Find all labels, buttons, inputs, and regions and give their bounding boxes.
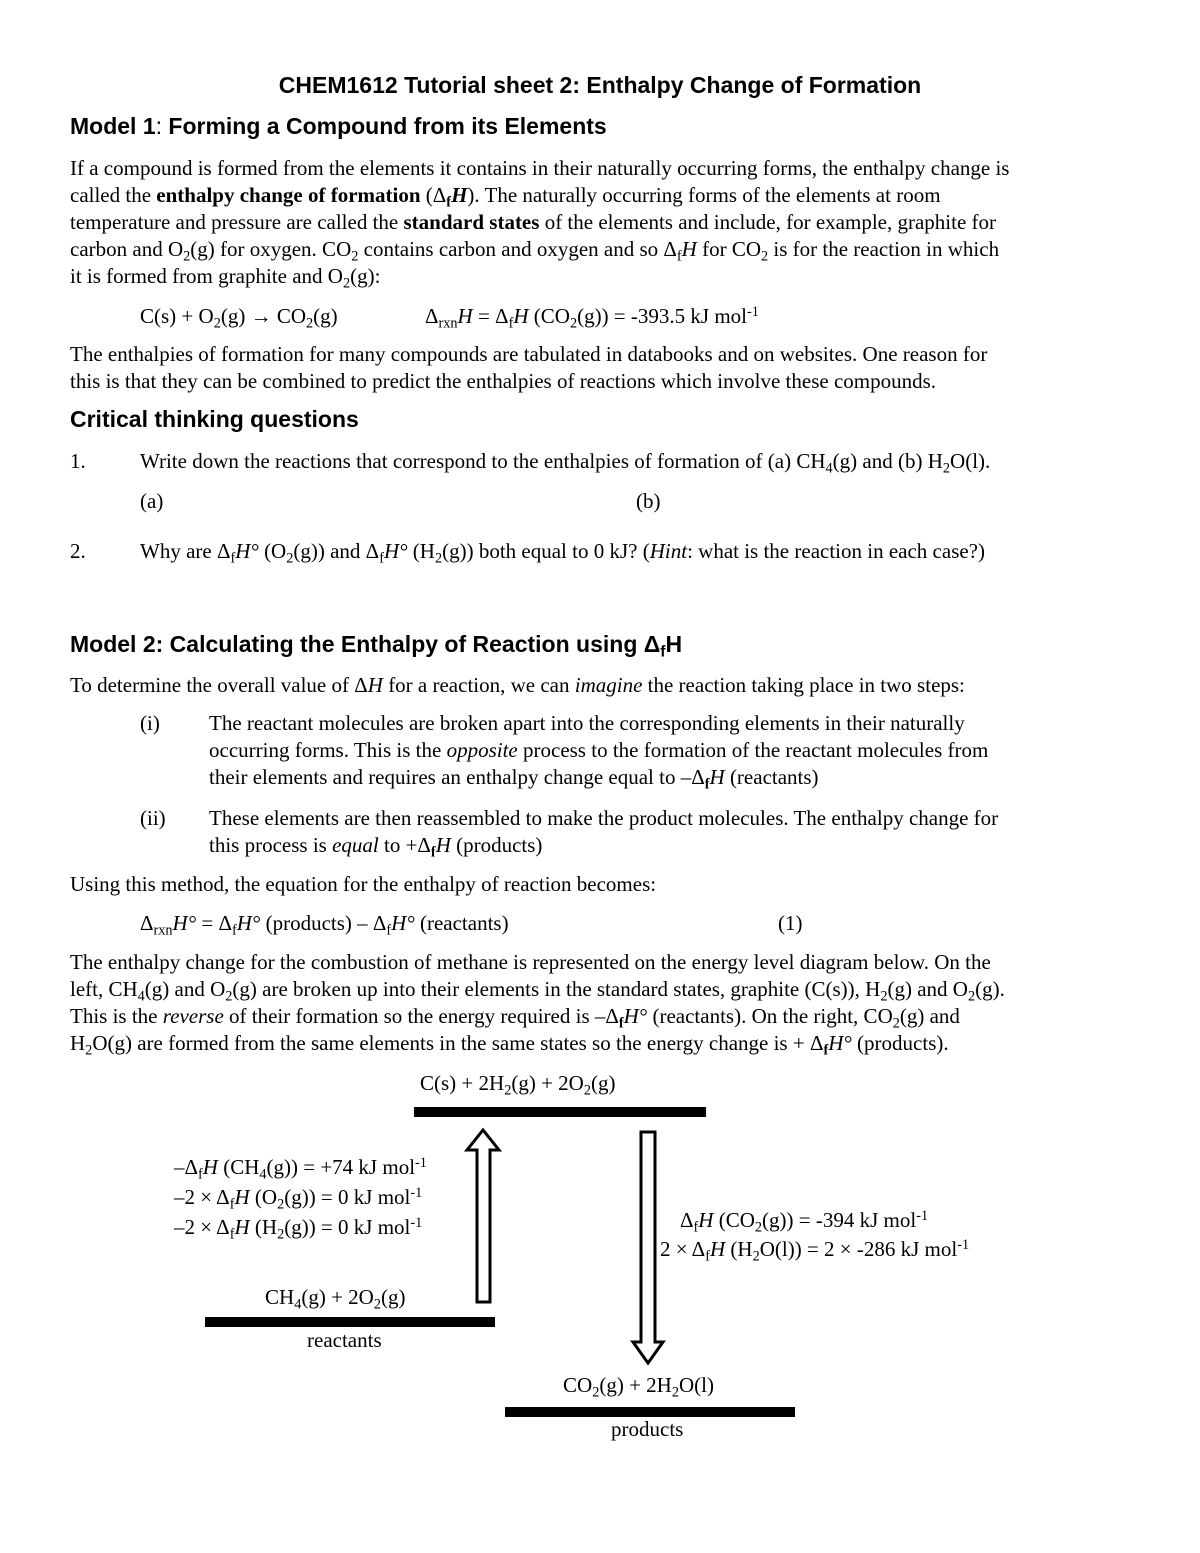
reactants-species: $CH_4(g) + 2O_2(g)$: [265, 1285, 406, 1313]
left-enthalpy-ch4: $-\Delta_fH$ $(CH_4(g)) = +74$ kJ mol$^{-1}$: [174, 1154, 427, 1183]
reactants-label: reactants: [307, 1328, 382, 1352]
elements-level-label: $C(s) + 2H_2(g) + 2O_2(g)$: [420, 1071, 616, 1099]
step-ii-number: (ii): [140, 806, 166, 830]
using-text: Using this method, the equation for the enthalpy of reaction becomes:: [70, 872, 657, 896]
page-title: CHEM1612 Tutorial sheet 2: Enthalpy Change of Formation: [278, 72, 922, 98]
model2-heading: Model 2: Calculating the Enthalpy of Reaction using $\Delta_fH$: [70, 631, 683, 661]
left-enthalpy-o2: $-2 \times \Delta_fH$ $(O_2(g)) = 0$ kJ mol$^{-1}$: [174, 1184, 423, 1213]
q2-text: Why are $\Delta_fH^\circ$ $(O_2(g))$ and $\Delta_fH^\circ$ $(H_2(g))$ both equal to 0 kJ? (Hint: what is the reaction in each case?): [140, 539, 985, 567]
critical-heading: Critical thinking questions: [70, 406, 359, 432]
products-label: products: [611, 1417, 684, 1441]
model1-intro: If a compound is formed from the elements it contains in their naturally occurring forms, the enthalpy change is called the enthalpy change of formation $(\Delta_fH)$. The naturally occurring forms of the elements at room temperature and pressure are called the standard states of the elements and include, for example, graphite for carbon and $O_2(g)$ for oxygen. $CO_2$ contains carbon and oxygen and so $\Delta_fH$ for $CO_2$ is for the reaction in which it is formed from graphite and $O_2(g)$:: [70, 156, 1010, 292]
step-ii-text: These elements are then reassembled to make the product molecules. The enthalpy change for this process is equal to $+\Delta_fH$ (products): [209, 806, 999, 861]
equation-1-number: (1): [778, 911, 803, 935]
q1-text: Write down the reactions that correspond to the enthalpies of formation of (a) $CH_4(g)$ and (b) $H_2O(l)$.: [140, 449, 991, 477]
formation-equation-lhs: $C(s) + O_2(g) \to CO_2(g)$: [140, 304, 338, 332]
model1-heading: Model 1: Forming a Compound from its Elements: [70, 113, 607, 139]
model2-intro: To determine the overall value of ΔH for a reaction, we can imagine the reaction taking place in two steps:: [70, 673, 965, 697]
step-i-text: The reactant molecules are broken apart into the corresponding elements in their naturally occurring forms. This is the opposite process to the formation of the reactant molecules from their elements and requires an enthalpy change equal to $-\Delta_fH$ (reactants): [209, 711, 989, 793]
step-i-number: (i): [140, 711, 160, 735]
right-enthalpy-h2o: $2 \times \Delta_fH$ $(H_2O(l)) = 2 \times -286$ kJ mol$^{-1}$: [660, 1236, 970, 1265]
up-arrow: [467, 1130, 499, 1302]
q1-number: 1.: [70, 449, 86, 473]
products-species: $CO_2(g) + 2H_2O(l)$: [563, 1373, 714, 1401]
model2-description: The enthalpy change for the combustion of methane is represented on the energy level diagram below. On the left, $CH_4(g)$ and $O_2(g)$ are broken up into their elements in the standard states, graphite (C(s)), $H_2(g)$ and $O_2(g)$. This is the reverse of their formation so the energy required is $-\Delta_fH^\circ$ (reactants). On the right, $CO_2(g)$ and $H_2O(g)$ are formed from the same elements in the same states so the energy change is + $\Delta_fH^\circ$ (products).: [70, 950, 1005, 1059]
right-enthalpy-co2: $\Delta_fH$ $(CO_2(g)) = -394$ kJ mol$^{-1}$: [680, 1207, 929, 1236]
formation-equation-rhs: $\Delta_{rxn}H = \Delta_fH$ $(CO_2(g)) = -393.5$ kJ mol$^{-1}$: [425, 303, 759, 332]
reactants-level-bar: [205, 1317, 495, 1327]
q2-number: 2.: [70, 539, 86, 563]
q1-part-b: (b): [636, 489, 661, 513]
down-arrow: [633, 1132, 663, 1363]
left-enthalpy-h2: $-2 \times \Delta_fH$ $(H_2(g)) = 0$ kJ mol$^{-1}$: [174, 1214, 423, 1243]
equation-1: $\Delta_{rxn}H^\circ = \Delta_fH^\circ$ (products) – $\Delta_fH^\circ$ (reactants): [140, 911, 509, 939]
model1-after: The enthalpies of formation for many compounds are tabulated in databooks and on websites. One reason for this is that they can be combined to predict the enthalpies of reactions which involve these compounds.: [70, 342, 988, 393]
q1-part-a: (a): [140, 489, 164, 513]
